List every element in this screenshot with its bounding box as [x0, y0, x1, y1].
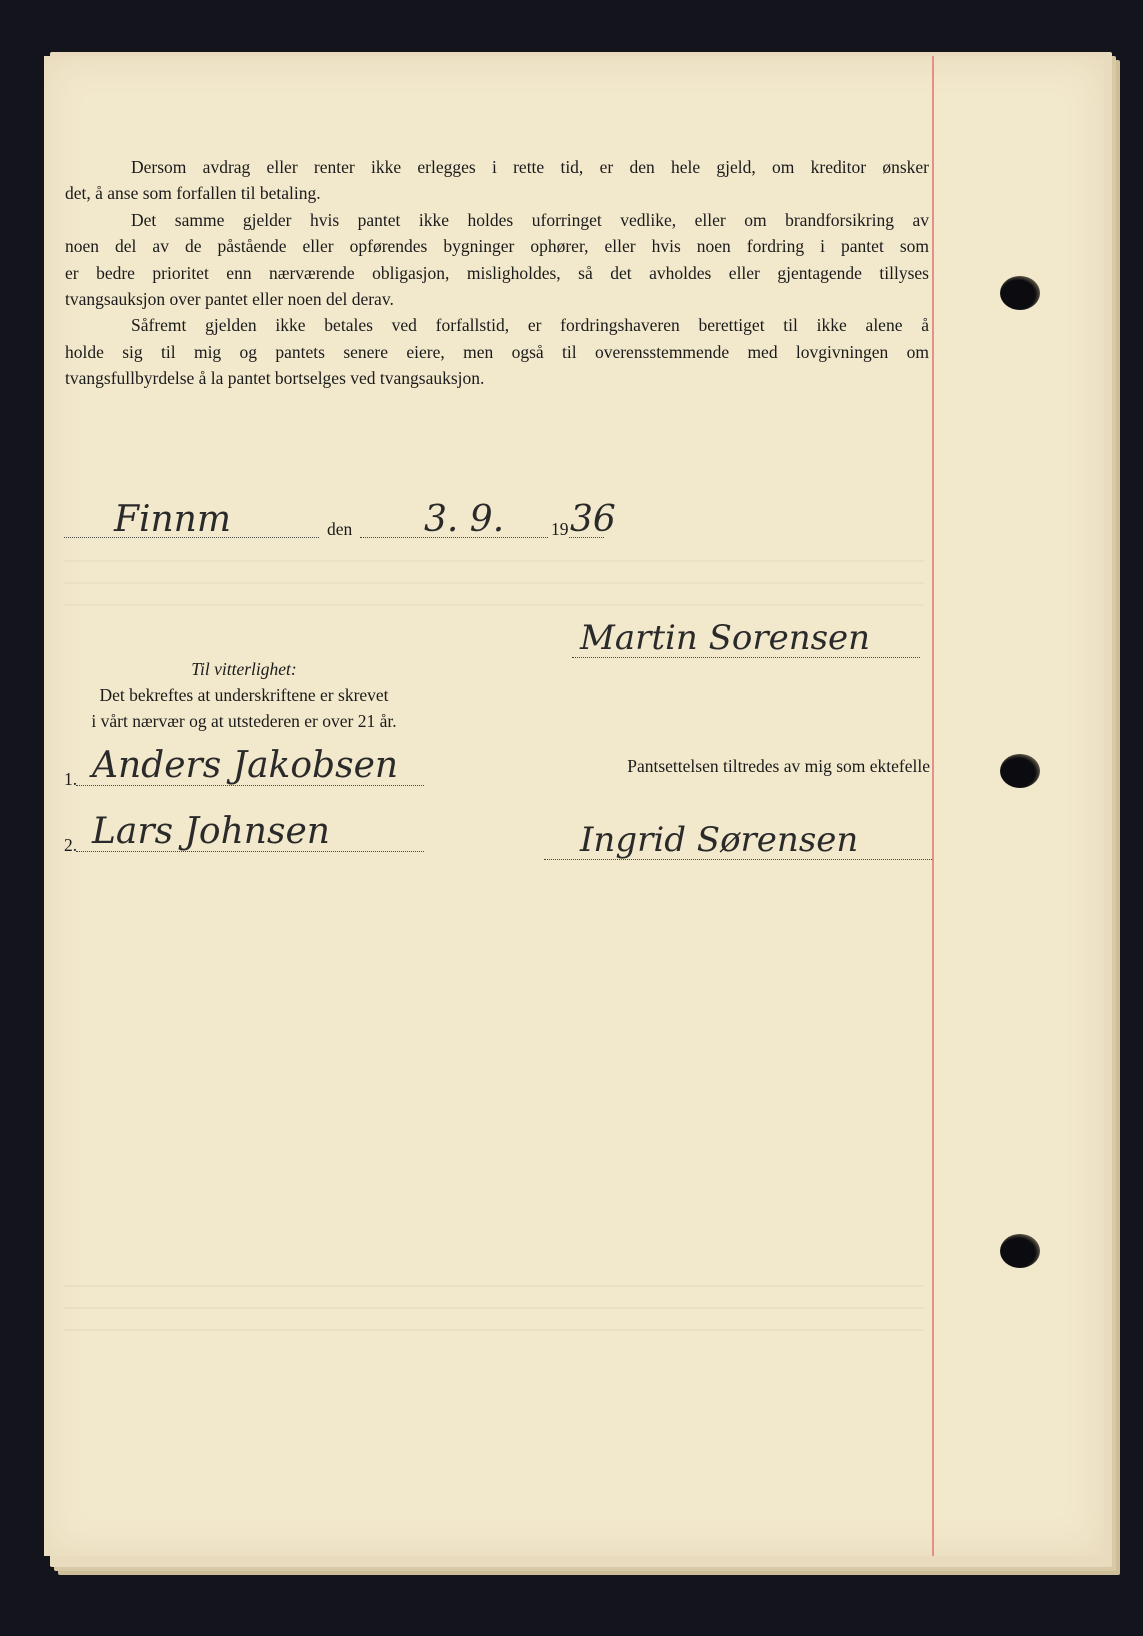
paragraph-line: tvangsfullbyrdelse å la pantet bortselges ved tvangsauksjon.: [65, 368, 485, 389]
bleed-through: [64, 546, 924, 606]
witness-2-line: [64, 802, 424, 855]
spouse-signature-line: [544, 816, 934, 860]
punch-hole-top: [1000, 276, 1040, 310]
paragraph-line: Det samme gjelder hvis pantet ikke holdes uforringet vedlike, eller om brandforsikring av: [131, 209, 929, 230]
spouse-signature: Ingrid Sørensen: [580, 820, 859, 860]
issuer-signature: Martin Sorensen: [580, 618, 871, 658]
den-label: den: [327, 519, 353, 539]
paragraph-line: tvangsauksjon over pantet eller noen del derav.: [65, 289, 394, 310]
punch-hole-bottom: [1000, 1234, 1040, 1268]
punch-hole-middle: [1000, 754, 1040, 788]
paragraph-line: holde sig til mig og pantets senere eiere, men også til overensstemmende med lovgivningen om: [65, 341, 929, 362]
witness-1-line: [64, 736, 424, 789]
handwritten-date: 3. 9.: [424, 499, 505, 540]
witness-statement-line: i vårt nærvær og at utstederen er over 21 år.: [91, 711, 397, 731]
witness-1-number: 1.: [64, 769, 78, 789]
document-page: [44, 56, 1104, 1556]
witness-block: [64, 656, 424, 734]
margin-line: [932, 56, 934, 1556]
witness-2-number: 2.: [64, 835, 78, 855]
spouse-consent-text: Pantsettelsen tiltredes av mig som ektefelle: [627, 756, 930, 776]
paragraph-line: er bedre prioritet enn nærværende obligasjon, misligholdes, så det avholdes eller gjentagende tillyses: [65, 262, 929, 283]
paragraph-line: det, å anse som forfallen til betaling.: [65, 183, 321, 204]
bleed-through: [64, 1271, 924, 1331]
paragraph-line: noen del av de påstående eller opførendes bygninger ophører, eller hvis noen fordring i pantet som: [65, 236, 929, 257]
paragraph-line: Dersom avdrag eller renter ikke erlegges i rette tid, er den hele gjeld, om kreditor ønsker: [131, 157, 929, 177]
paragraph-line: Såfremt gjelden ikke betales ved forfallstid, er fordringshaveren berettiget til ikke alene å: [131, 315, 929, 336]
issuer-signature-line: [572, 608, 920, 658]
body-text: [65, 154, 929, 392]
witness-heading: Til vitterlighet:: [191, 659, 297, 679]
handwritten-year: 36: [570, 499, 616, 540]
witness-2-signature: Lars Johnsen: [92, 811, 330, 852]
handwritten-place: Finnm: [114, 499, 231, 540]
year-prefix: 19: [551, 519, 569, 539]
place-date-line: [64, 494, 616, 540]
witness-1-signature: Anders Jakobsen: [92, 745, 399, 786]
witness-statement-line: Det bekreftes at underskriftene er skrevet: [99, 685, 389, 705]
